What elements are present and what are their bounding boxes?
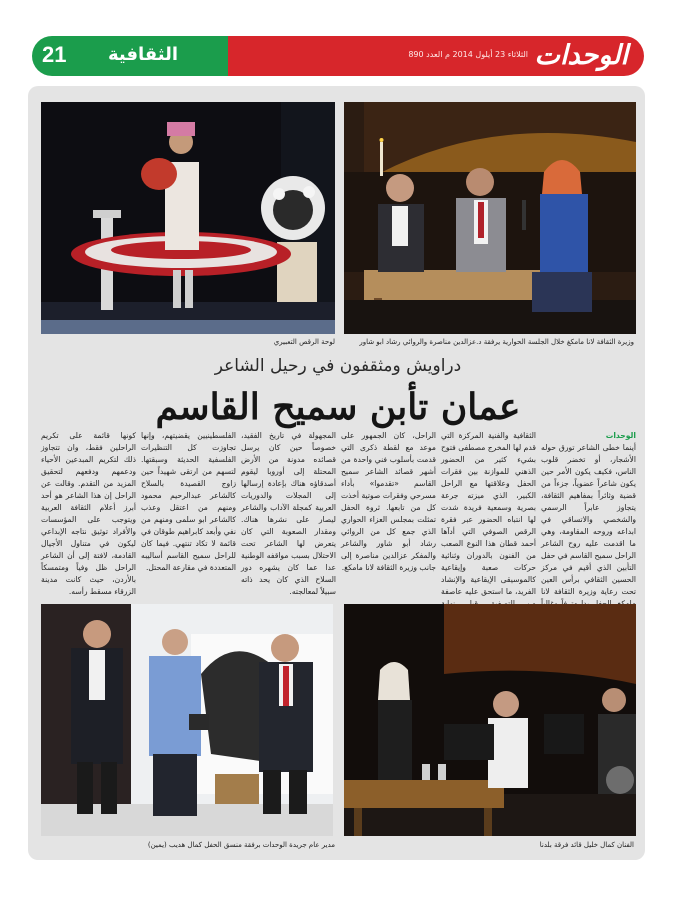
article-column-2 xyxy=(441,430,536,595)
article-headline: عمان تأبن سميح القاسم xyxy=(155,386,521,428)
article-byline: الوحدات xyxy=(605,431,636,440)
article-column-6 xyxy=(41,430,136,595)
article-text: الفلسطينيين يقضيتهم، وإنها تجاوزت كل التنظيرات الفلسفية الحديثة وسبقتها. لتسهم من ارتقى شهيداً حين زاوج القصيدة بالسلاح كالشاعر عبدالرحيم محمود ومنهم من اعتقل وعذب كالشاعر ابو سلمى ومنهم من نفي وأبعد كابراهيم طوقان في قائمة لا تكاد تنتهي. فيما كان للراحل سميح القاسم أساليبه المتعددة في مقارعة المحتل. xyxy=(141,431,236,572)
article-text: الثقافية والفنية المركزة التي قدم لها المخرج مصطفى فتوح بشيء كثير من الحضور الذهني للموازنة بين فقرات الحفل وعلاقتها مع الراحل الكبير، الذي ميزته جرعة بصرية وسمعية فريدة شدت لها انتباه الحضور عبر فقرة الرقص الصوفي التي أدآها أحمد قطان هذا النوع الصعب من الفنون بالدوران وثنائية حركات صعبة وإيقاعية كالموسيقى الإيقاعية والإنشاد الفريد، ما استحق عليه عاصفة xyxy=(441,431,536,596)
page-header xyxy=(32,36,644,76)
photo-panel-discussion xyxy=(344,102,636,334)
newspaper-logo: الوحدات xyxy=(534,40,628,71)
article-column-4 xyxy=(241,430,336,595)
caption-panel-discussion: وزيرة الثقافة لانا مامكغ خلال الجلسة الحوارية يرفقة د.عزالدين مناصرة والروائي رشاد ابو شاور xyxy=(359,338,634,346)
article-text: أينما خطى الشاعر تورق حوله الأشجار، أو تخضر قلوب الناس، فكيف يكون الأمر حين يكون شاعراً عضوياً، جزءاً من قضية وثائراً بمفاهيم الثقافة، يتجاوز عابراً الرسمي والشخصي والاتساقي في ابداعه وروحه المقاومة، وهي ما اقدمت عليه روح الشاعر الراحل سميح القاسم في حفل التأبين الذي أقيم في مركز الحسين الثقافي برأس العين تحت رعاية وزيرة الثقافة لانا xyxy=(540,443,636,596)
caption-officials: مدير عام جريدة الوحدات برفقة منسق الحفل كمال هديب (يمين) xyxy=(147,841,335,849)
caption-dervish-dancer: لوحة الرقص التعبيري xyxy=(273,338,335,346)
article-text: الراحل، كان الجمهور على موعد مع لقطة ذكرى التي قدمت بأسلوب فني واحدة من أشهر قصائد الشاعر سميح القاسم «تقدموا» بأداء مسرحي وفقرات صوتية أخذت كل من تابعها. ثروة الحفل تمثلت بمجلس العزاء الحواري الذي جمع كل من الروائي رشاد أبو شاور والشاعر والمفكر عزالدين مناصرة إلى جانب وزيرة الثقافة لانا مامكغ. xyxy=(341,431,436,572)
article-column-3 xyxy=(341,430,436,595)
caption-band-performance: الفنان كمال خليل قائد فرقة بلدنا xyxy=(539,841,634,849)
article-text: كونها قائمة على تكريم الراحلين فقط، وان تتجاوز ذلك لتكريم المبدعين الأحياء ودعمهم ودفعهم لتحقيق المزيد من التقدم. وقالت عن الراحل إن هذا الشاعر هو أحد أبرز أعلام الثقافة العربية ويتوجب على المؤسسات والأفراد توثيق نتاجه الإبداعي ليكون في متناول الأجيال القادمة، لافتة إلى أن الشاعر الراحل ظل وفياً ومتمسكاً بالأردن، حيث كانت مدينة الزرقاء مسقط رأسه. xyxy=(41,431,136,596)
photo-band-performance xyxy=(344,604,636,836)
article-column-1 xyxy=(541,430,636,595)
article-kicker: دراويش ومثقفون في رحيل الشاعر xyxy=(214,356,462,376)
page-number: 21 xyxy=(42,42,67,67)
header-red-bar xyxy=(220,36,644,76)
article-column-5 xyxy=(141,430,236,595)
header-green-tab xyxy=(32,36,228,76)
article-text: المجهولة في تاريخ الفقيد، خصوصاً حين كان يرسل قصائده مدونة من الأرض المحتلة إلى أوروبا ليقوم أصدقاؤه هناك بإعادة إرسالها إلى المجلات والدوريات العربية كمجلة الآداب والشاعر ليصار على نشرها هناك. ومقدار الصعوبة التي كان يتعرض لها الشاعر تحت الاحتلال بسبب مواقفه الوطنية عدا عما كان يشهره دور السلاح الذي كان يحد ذاته سبيلاً لمعالجته. xyxy=(241,431,336,596)
photo-officials xyxy=(41,604,333,836)
photo-dervish-dancer xyxy=(41,102,335,334)
section-title: الثقافية xyxy=(108,44,179,65)
issue-date: الثلاثاء 23 أيلول 2014 م العدد 890 xyxy=(408,50,528,59)
